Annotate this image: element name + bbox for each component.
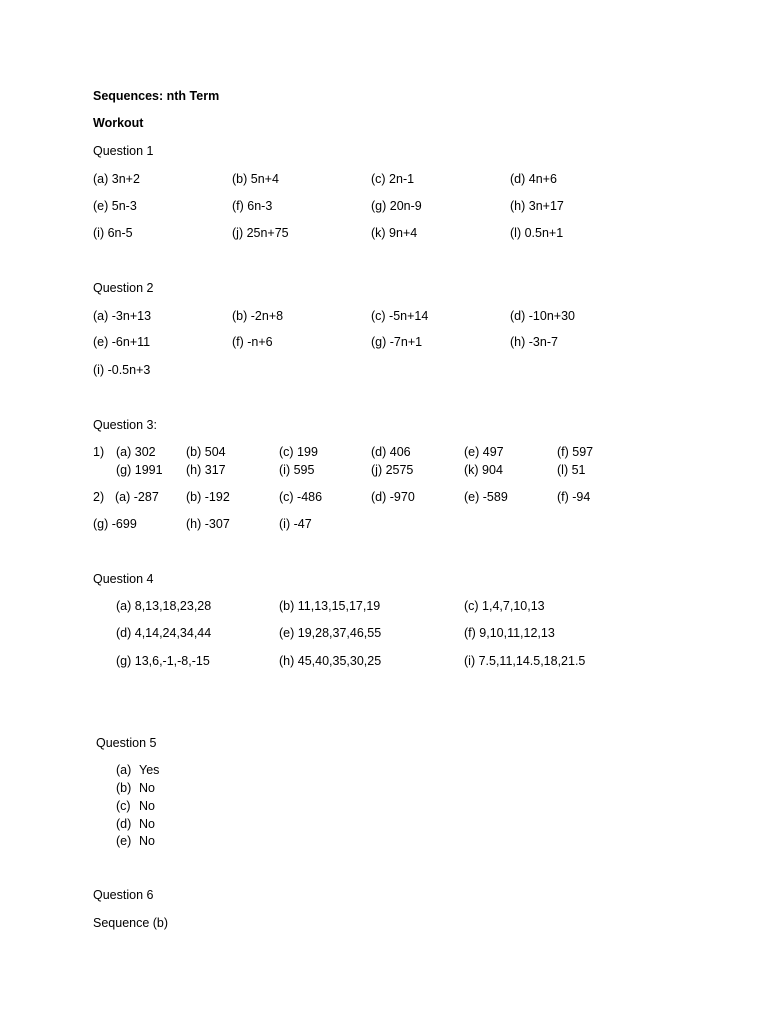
- question-3-part-2-row: [0, 491, 768, 505]
- question-2-row: [0, 336, 768, 350]
- question-5-item: [0, 764, 768, 778]
- answer-item: (k) 904: [464, 463, 503, 477]
- answer-item: (d) -970: [371, 490, 415, 504]
- answer-item: (a) 8,13,18,23,28: [116, 599, 212, 613]
- answer-item: (d) 406: [371, 445, 411, 459]
- answer-item: (g) -699: [93, 517, 137, 531]
- item-label: (a): [116, 763, 132, 777]
- answer-item: (b) 5n+4: [232, 172, 279, 186]
- answer-item: (f) 597: [557, 445, 594, 459]
- answer-item: (i) 595: [279, 463, 315, 477]
- answer-item: (e) -589: [464, 490, 508, 504]
- question-4-heading: Question 4: [93, 572, 154, 586]
- question-4-row: [0, 600, 768, 614]
- item-answer: No: [139, 817, 155, 831]
- answer-item: (g) -7n+1: [371, 335, 423, 349]
- answer-item: (e) -6n+11: [93, 335, 151, 349]
- question-2-heading: Question 2: [93, 281, 154, 295]
- question-1-row: [0, 173, 768, 187]
- answer-item: (e) 497: [464, 445, 504, 459]
- answer-item: (i) 7.5,11,14.5,18,21.5: [464, 654, 586, 668]
- answer-item: (a) -287: [115, 490, 159, 504]
- answer-item: (g) 13,6,-1,-8,-15: [116, 654, 210, 668]
- answer-item: (h) 3n+17: [510, 199, 564, 213]
- item-label: (b): [116, 781, 132, 795]
- answer-item: (c) 1,4,7,10,13: [464, 599, 545, 613]
- question-1-row: [0, 227, 768, 241]
- question-6-heading: Question 6: [93, 888, 154, 902]
- question-5-item: [0, 835, 768, 849]
- question-2-row: [0, 364, 768, 378]
- question-5-heading: Question 5: [96, 736, 157, 750]
- answer-item: (h) -307: [186, 517, 230, 531]
- answer-item: (f) -94: [557, 490, 591, 504]
- answer-item: (f) 6n-3: [232, 199, 273, 213]
- question-1-heading: Question 1: [93, 144, 154, 158]
- page-subtitle: Workout: [93, 116, 144, 130]
- answer-item: (b) -192: [186, 490, 230, 504]
- answer-item: (c) 199: [279, 445, 318, 459]
- answer-item: (i) 6n-5: [93, 226, 133, 240]
- answer-item: (d) 4,14,24,34,44: [116, 626, 212, 640]
- answer-item: (c) -5n+14: [371, 309, 429, 323]
- item-answer: No: [139, 781, 155, 795]
- answer-item: (l) 0.5n+1: [510, 226, 564, 240]
- answer-item: (i) -47: [279, 517, 312, 531]
- item-answer: No: [139, 834, 155, 848]
- item-label: (c): [116, 799, 131, 813]
- answer-item: (i) -0.5n+3: [93, 363, 151, 377]
- question-4-row: [0, 627, 768, 641]
- question-5-item: [0, 818, 768, 832]
- question-6-answer: Sequence (b): [93, 916, 169, 930]
- part-label: 1): [93, 445, 105, 459]
- question-1-row: [0, 200, 768, 214]
- item-label: (e): [116, 834, 132, 848]
- answer-item: (f) -n+6: [232, 335, 273, 349]
- question-3-heading: Question 3:: [93, 418, 157, 432]
- answer-item: (e) 19,28,37,46,55: [279, 626, 382, 640]
- answer-item: (a) 302: [116, 445, 156, 459]
- answer-item: (j) 25n+75: [232, 226, 289, 240]
- question-3-part-2-row: [0, 518, 768, 532]
- answer-item: (l) 51: [557, 463, 586, 477]
- answer-item: (b) 11,13,15,17,19: [279, 599, 381, 613]
- answer-item: (e) 5n-3: [93, 199, 137, 213]
- question-5-item: [0, 782, 768, 796]
- answer-item: (g) 20n-9: [371, 199, 422, 213]
- part-label: 2): [93, 490, 105, 504]
- question-3-part-1-row: [0, 464, 768, 478]
- answer-item: (a) 3n+2: [93, 172, 140, 186]
- answer-item: (b) -2n+8: [232, 309, 284, 323]
- item-answer: Yes: [139, 763, 160, 777]
- item-answer: No: [139, 799, 155, 813]
- answer-item: (d) 4n+6: [510, 172, 557, 186]
- question-4-row: [0, 655, 768, 669]
- answer-item: (b) 504: [186, 445, 226, 459]
- answer-item: (j) 2575: [371, 463, 414, 477]
- answer-item: (h) 45,40,35,30,25: [279, 654, 382, 668]
- answer-item: (c) -486: [279, 490, 323, 504]
- answer-item: (g) 1991: [116, 463, 163, 477]
- answer-item: (h) -3n-7: [510, 335, 558, 349]
- answer-item: (d) -10n+30: [510, 309, 575, 323]
- page-title: Sequences: nth Term: [93, 89, 220, 103]
- answer-item: (c) 2n-1: [371, 172, 415, 186]
- answer-item: (a) -3n+13: [93, 309, 152, 323]
- question-5-item: [0, 800, 768, 814]
- question-3-part-1-row: [0, 446, 768, 460]
- answer-item: (k) 9n+4: [371, 226, 418, 240]
- answer-item: (h) 317: [186, 463, 226, 477]
- item-label: (d): [116, 817, 132, 831]
- answer-item: (f) 9,10,11,12,13: [464, 626, 555, 640]
- question-2-row: [0, 310, 768, 324]
